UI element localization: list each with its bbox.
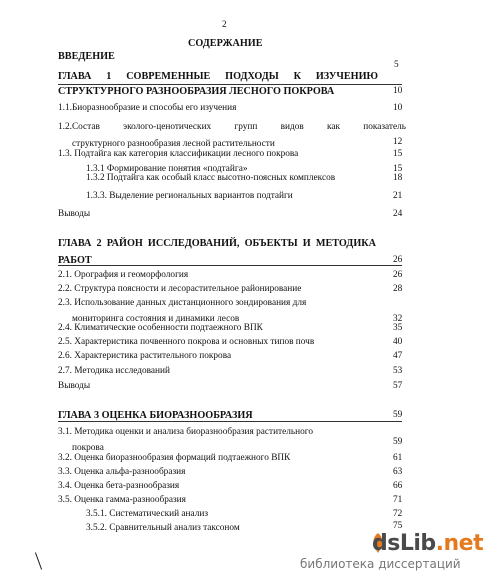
page-number: 2 bbox=[222, 20, 227, 30]
toc-3-1-page: 59 bbox=[393, 437, 403, 447]
toc-2-6-label: 2.6. Характеристика растительного покрова bbox=[58, 351, 232, 361]
toc-1-2-label: структурного разнообразия лесной растительности bbox=[72, 139, 275, 149]
watermark-subtitle: библиотека диссертаций bbox=[300, 557, 461, 571]
watermark-brand-left: dsLib bbox=[372, 531, 436, 556]
toc-1-2-line1: 1.2.Состав эколого-ценотических групп видов как показатель bbox=[58, 122, 406, 132]
toc-2-3-line1: 2.3. Использование данных дистанционного зондирования для bbox=[58, 298, 307, 308]
toc-2-2-page: 28 bbox=[393, 284, 403, 294]
toc-3-5-1-page: 72 bbox=[393, 509, 403, 519]
toc-1-3-3-page: 21 bbox=[393, 191, 403, 201]
toc-ch2-page: 26 bbox=[393, 255, 403, 265]
toc-3-4-label: 3.4. Оценка бета-разнообразия bbox=[58, 481, 180, 491]
page-title: СОДЕРЖАНИЕ bbox=[188, 38, 263, 49]
ch1-underline bbox=[58, 84, 402, 85]
toc-3-5-2-page: 75 bbox=[393, 521, 403, 531]
toc-3-5-1-label: 3.5.1. Систематический анализ bbox=[86, 509, 209, 519]
toc-2-2-label: 2.2. Структура поясности и лесорастительное районирование bbox=[58, 284, 302, 294]
toc-2-6-page: 47 bbox=[393, 351, 403, 361]
toc-1-1-label: 1.1.Биоразнообразие и способы его изучения bbox=[58, 103, 237, 113]
toc-2-3-page: 32 bbox=[393, 314, 403, 324]
toc-1-3-1-page: 15 bbox=[393, 164, 403, 174]
toc-1-1-page: 10 bbox=[393, 103, 403, 113]
toc-2-4-page: 35 bbox=[393, 323, 403, 333]
toc-2-5-label: 2.5. Характеристика почвенного покрова и основных типов почв bbox=[58, 337, 315, 347]
toc-3-5-page: 71 bbox=[393, 495, 403, 505]
ch2-underline bbox=[58, 265, 402, 266]
toc-ch1-conclusions-page: 24 bbox=[393, 209, 403, 219]
toc-ch2-title-line1: ГЛАВА 2 РАЙОН ИССЛЕДОВАНИЙ, ОБЪЕКТЫ И МЕТОДИКА bbox=[58, 238, 376, 249]
toc-2-1-label: 2.1. Орография и геоморфология bbox=[58, 270, 189, 280]
toc-1-3-label: 1.3. Подтайга как категория классификации лесного покрова bbox=[58, 149, 299, 159]
toc-1-2-page: 12 bbox=[393, 137, 403, 147]
toc-intro-label: ВВЕДЕНИЕ bbox=[58, 51, 115, 62]
toc-ch1-page: 10 bbox=[393, 86, 403, 96]
toc-ch3-page: 59 bbox=[393, 410, 403, 420]
toc-2-3-label: мониторинга состояния и динамики лесов bbox=[72, 314, 240, 324]
toc-3-5-label: 3.5. Оценка гамма-разнообразия bbox=[58, 495, 186, 505]
toc-2-5-page: 40 bbox=[393, 337, 403, 347]
toc-3-1-label: покрова bbox=[72, 443, 104, 453]
ch3-underline bbox=[58, 421, 402, 422]
toc-3-5-2-label: 3.5.2. Сравнительный анализ таксоном bbox=[86, 523, 240, 533]
toc-3-2-label: 3.2. Оценка биоразнообразия формаций подтаежного ВПК bbox=[58, 453, 291, 463]
watermark-brand[interactable] bbox=[372, 531, 483, 556]
toc-3-3-label: 3.3. Оценка альфа-разнообразия bbox=[58, 467, 186, 477]
toc-1-3-2-label: 1.3.2 Подтайга как особый класс высотно-поясных комплексов bbox=[86, 173, 336, 183]
toc-3-3-page: 63 bbox=[393, 467, 403, 477]
toc-intro-page: 5 bbox=[394, 60, 399, 70]
toc-ch1-conclusions-label: Выводы bbox=[58, 209, 91, 219]
toc-3-1-line1: 3.1. Методика оценки и анализа биоразнообразия растительного bbox=[58, 427, 313, 437]
toc-2-1-page: 26 bbox=[393, 270, 403, 280]
toc-1-3-1-label: 1.3.1 Формирование понятия «подтайга» bbox=[86, 164, 248, 174]
toc-ch1-title-line2: СТРУКТУРНОГО РАЗНООБРАЗИЯ ЛЕСНОГО ПОКРОВА bbox=[58, 86, 335, 97]
toc-1-3-2-page: 18 bbox=[393, 173, 403, 183]
toc-ch2-conclusions-page: 57 bbox=[393, 381, 403, 391]
toc-2-7-label: 2.7. Методика исследований bbox=[58, 366, 170, 376]
toc-ch2-conclusions-label: Выводы bbox=[58, 381, 91, 391]
toc-1-3-page: 15 bbox=[393, 149, 403, 159]
toc-1-3-3-label: 1.3.3. Выделение региональных вариантов подтайги bbox=[86, 191, 293, 201]
toc-2-4-label: 2.4. Климатические особенности подтаежного ВПК bbox=[58, 323, 263, 333]
watermark-brand-right: .net bbox=[435, 531, 483, 556]
scan-mark bbox=[35, 552, 42, 569]
toc-ch3-title: ГЛАВА 3 ОЦЕНКА БИОРАЗНООБРАЗИЯ bbox=[58, 410, 253, 421]
toc-3-4-page: 66 bbox=[393, 481, 403, 491]
toc-3-2-page: 61 bbox=[393, 453, 403, 463]
toc-2-7-page: 53 bbox=[393, 366, 403, 376]
toc-ch1-title-line1: ГЛАВА 1 СОВРЕМЕННЫЕ ПОДХОДЫ К ИЗУЧЕНИЮ bbox=[58, 71, 378, 82]
toc-ch2-title-line2: РАБОТ bbox=[58, 255, 92, 266]
